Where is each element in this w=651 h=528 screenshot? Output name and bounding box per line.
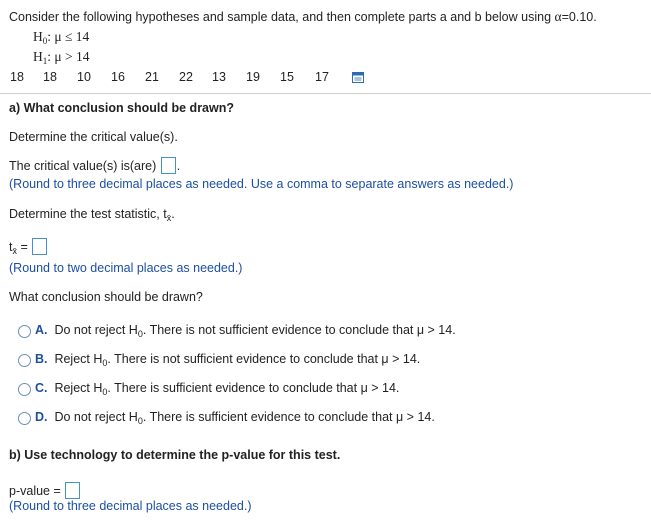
option-b[interactable] — [35, 352, 420, 366]
critical-prompt: Determine the critical value(s). — [9, 130, 178, 144]
option-letter: A. — [35, 323, 48, 337]
pvalue-row — [9, 482, 81, 499]
sample-value: 16 — [111, 70, 125, 84]
pvalue-note: (Round to three decimal places as needed.) — [9, 499, 252, 513]
critical-note: (Round to three decimal places as needed. Use a comma to separate answers as needed.) — [9, 177, 514, 191]
test-stat-prompt-sub: x̄ — [166, 213, 172, 223]
option-text: . There is not sufficient evidence to conclude that μ > 14. — [107, 352, 421, 366]
h1-relation: : μ > 14 — [47, 49, 90, 64]
h0-relation: : μ ≤ 14 — [47, 29, 90, 44]
option-b-radio[interactable] — [18, 354, 31, 367]
tstat-label: t — [9, 240, 13, 254]
sample-value: 22 — [179, 70, 193, 84]
sample-value: 13 — [212, 70, 226, 84]
option-text: Reject H — [54, 352, 103, 366]
intro-text — [9, 9, 597, 25]
h1-sub: 1 — [42, 56, 48, 66]
option-c-radio[interactable] — [18, 383, 31, 396]
option-d-radio[interactable] — [18, 412, 31, 425]
option-sub: 0 — [137, 416, 143, 426]
option-text: . There is sufficient evidence to conclude that μ > 14. — [107, 381, 400, 395]
alpha-eq: = — [561, 10, 569, 24]
option-letter: D. — [35, 410, 48, 424]
test-statistic-input[interactable] — [32, 238, 47, 255]
option-a[interactable] — [35, 323, 456, 337]
alt-hypothesis — [33, 49, 89, 65]
option-d[interactable] — [35, 410, 435, 424]
alpha-symbol: α — [554, 9, 562, 24]
copy-data-icon[interactable] — [352, 72, 364, 83]
option-text: . There is not sufficient evidence to conclude that μ > 14. — [142, 323, 456, 337]
sample-value: 19 — [246, 70, 260, 84]
pvalue-label: p-value = — [9, 484, 61, 498]
test-stat-prompt-period: . — [171, 207, 175, 221]
tstat-label-sub: x̄ — [12, 246, 17, 256]
option-letter: B. — [35, 352, 48, 366]
test-stat-row — [9, 238, 48, 255]
test-stat-note: (Round to two decimal places as needed.) — [9, 261, 243, 275]
intro-sentence: Consider the following hypotheses and sample data, and then complete parts a and b below using — [9, 10, 552, 24]
sample-value: 18 — [43, 70, 57, 84]
test-stat-prompt — [9, 207, 175, 221]
tstat-eq: = — [16, 240, 28, 254]
critical-value-row — [9, 157, 180, 174]
conclusion-prompt: What conclusion should be drawn? — [9, 290, 203, 304]
pvalue-input[interactable] — [65, 482, 80, 499]
option-text: Reject H — [54, 381, 103, 395]
sample-value: 15 — [280, 70, 294, 84]
h1-letter: H — [33, 49, 43, 64]
option-text: . There is sufficient evidence to conclude that μ > 14. — [142, 410, 435, 424]
option-sub: 0 — [137, 329, 143, 339]
alpha-value: 0.10. — [568, 10, 597, 24]
option-text: Do not reject H — [54, 323, 138, 337]
h0-sub: 0 — [42, 36, 48, 46]
option-letter: C. — [35, 381, 48, 395]
divider — [0, 93, 651, 94]
h0-letter: H — [33, 29, 43, 44]
option-text: Do not reject H — [54, 410, 138, 424]
sample-value: 21 — [145, 70, 159, 84]
null-hypothesis — [33, 29, 89, 45]
critical-label: The critical value(s) is(are) — [9, 159, 157, 173]
sample-value: 17 — [315, 70, 329, 84]
option-sub: 0 — [102, 387, 108, 397]
option-a-radio[interactable] — [18, 325, 31, 338]
critical-value-input[interactable] — [161, 157, 176, 174]
part-a-title: a) What conclusion should be drawn? — [9, 101, 235, 115]
critical-tail: . — [176, 159, 181, 173]
part-b-title: b) Use technology to determine the p-value for this test. — [9, 448, 341, 462]
test-stat-prompt-text: Determine the test statistic, t — [9, 207, 167, 221]
option-c[interactable] — [35, 381, 399, 395]
sample-value: 18 — [10, 70, 24, 84]
sample-value: 10 — [77, 70, 91, 84]
option-sub: 0 — [102, 358, 108, 368]
